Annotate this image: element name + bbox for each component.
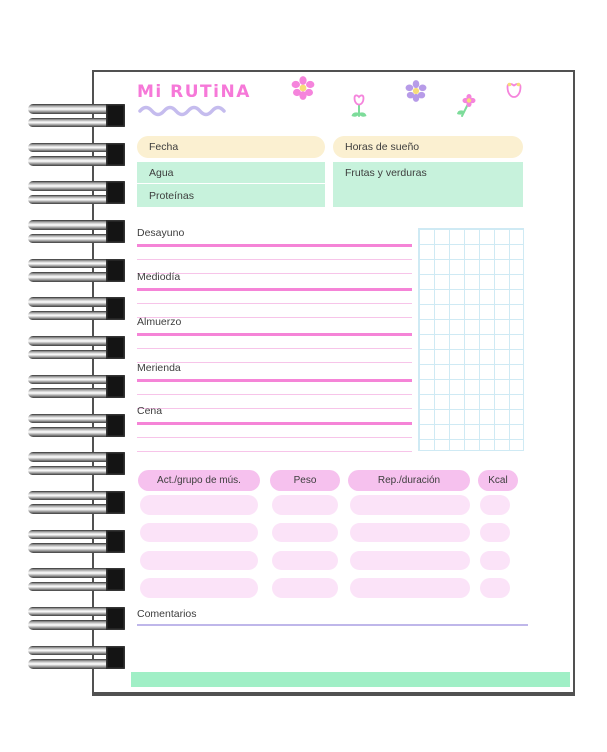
coil-anchor <box>106 259 125 282</box>
pink-daisy-icon <box>291 76 315 100</box>
coil-wire-bottom <box>28 582 116 592</box>
pink-tulip-sprout-icon <box>350 93 368 119</box>
exercise-header-kcal: Kcal <box>478 470 518 491</box>
binding-coil <box>28 104 125 127</box>
fecha-field <box>137 136 325 158</box>
footer-bar <box>131 672 570 687</box>
coil-wire-bottom <box>28 272 116 282</box>
meal-writing-line <box>137 451 412 452</box>
binding-coil <box>28 607 125 630</box>
title-underline-wave-icon <box>137 105 229 117</box>
coil-anchor <box>106 104 125 127</box>
exercise-cell-kcal <box>480 495 510 515</box>
coil-wire-bottom <box>28 311 116 321</box>
meal-underline <box>137 244 412 247</box>
binding-coil <box>28 646 125 669</box>
binding-coil <box>28 491 125 514</box>
coil-wire-bottom <box>28 620 116 630</box>
coil-wire-top <box>28 491 116 501</box>
meal-section-mediodia <box>137 271 412 321</box>
coil-wire-bottom <box>28 195 116 205</box>
meal-section-desayuno <box>137 227 412 277</box>
exercise-cell-actividad <box>140 551 258 571</box>
coil-anchor <box>106 452 125 475</box>
coil-anchor <box>106 181 125 204</box>
binding-coil <box>28 414 125 437</box>
coil-wire-bottom <box>28 466 116 476</box>
coil-wire-bottom <box>28 388 116 398</box>
coil-wire-top <box>28 568 116 578</box>
exercise-cell-peso <box>272 578 338 598</box>
exercise-cell-repeticiones <box>350 578 470 598</box>
exercise-header-peso: Peso <box>270 470 340 491</box>
exercise-cell-peso <box>272 551 338 571</box>
notes-grid <box>418 228 524 451</box>
meal-underline <box>137 333 412 336</box>
exercise-cell-actividad <box>140 578 258 598</box>
meal-writing-line <box>137 394 412 395</box>
coil-wire-top <box>28 530 116 540</box>
agua-label: Agua <box>149 167 174 179</box>
coil-anchor <box>106 607 125 630</box>
meal-writing-line <box>137 303 412 304</box>
horas-sueno-field <box>333 136 523 158</box>
agua-proteinas-box <box>137 162 325 207</box>
notebook-page <box>92 70 575 696</box>
binding-coil <box>28 259 125 282</box>
coil-wire-bottom <box>28 118 116 128</box>
fecha-label: Fecha <box>149 141 179 153</box>
exercise-cell-kcal <box>480 523 510 543</box>
binding-coil <box>28 568 125 591</box>
coil-wire-bottom <box>28 350 116 360</box>
pink-tulip-icon <box>504 81 524 100</box>
exercise-table-rows <box>138 495 528 605</box>
coil-wire-bottom <box>28 543 116 553</box>
meal-label: Almuerzo <box>137 316 182 328</box>
coil-anchor <box>106 646 125 669</box>
meal-label: Desayuno <box>137 227 185 239</box>
exercise-header-actividad: Act./grupo de mús. <box>138 470 260 491</box>
coil-wire-top <box>28 607 116 617</box>
coil-wire-top <box>28 452 116 462</box>
coil-anchor <box>106 220 125 243</box>
exercise-cell-kcal <box>480 578 510 598</box>
exercise-row <box>138 578 528 598</box>
coil-wire-top <box>28 646 116 656</box>
coil-wire-bottom <box>28 156 116 166</box>
binding-coil <box>28 143 125 166</box>
spiral-binding <box>28 104 125 669</box>
exercise-cell-actividad <box>140 495 258 515</box>
coil-anchor <box>106 568 125 591</box>
comentarios-label: Comentarios <box>137 608 197 620</box>
coil-anchor <box>106 336 125 359</box>
coil-wire-bottom <box>28 234 116 244</box>
coil-anchor <box>106 297 125 320</box>
coil-wire-bottom <box>28 427 116 437</box>
meal-writing-line <box>137 348 412 349</box>
exercise-row <box>138 495 528 515</box>
frutas-verduras-label: Frutas y verduras <box>345 167 427 179</box>
coil-wire-top <box>28 104 116 114</box>
meal-underline <box>137 288 412 291</box>
coil-wire-top <box>28 143 116 153</box>
coil-wire-top <box>28 297 116 307</box>
coil-wire-bottom <box>28 659 116 669</box>
meal-label: Merienda <box>137 362 181 374</box>
exercise-cell-repeticiones <box>350 523 470 543</box>
page-title: Mi RUTiNA <box>137 82 251 102</box>
meal-section-almuerzo <box>137 316 412 366</box>
exercise-cell-repeticiones <box>350 551 470 571</box>
proteinas-field <box>137 185 325 207</box>
coil-anchor <box>106 414 125 437</box>
coil-wire-top <box>28 336 116 346</box>
coil-wire-bottom <box>28 504 116 514</box>
coil-wire-top <box>28 220 116 230</box>
exercise-row <box>138 523 528 543</box>
meal-underline <box>137 422 412 425</box>
exercise-header-repeticiones: Rep./duración <box>348 470 470 491</box>
binding-coil <box>28 530 125 553</box>
proteinas-label: Proteínas <box>149 190 194 202</box>
binding-coil <box>28 375 125 398</box>
horas-sueno-label: Horas de sueño <box>345 141 420 153</box>
coil-anchor <box>106 530 125 553</box>
binding-coil <box>28 297 125 320</box>
binding-coil <box>28 452 125 475</box>
meal-label: Mediodía <box>137 271 181 283</box>
exercise-cell-peso <box>272 523 338 543</box>
coil-wire-top <box>28 375 116 385</box>
meal-label: Cena <box>137 405 163 417</box>
coil-wire-top <box>28 181 116 191</box>
coil-anchor <box>106 375 125 398</box>
exercise-row <box>138 551 528 571</box>
exercise-cell-actividad <box>140 523 258 543</box>
agua-field <box>137 162 325 184</box>
binding-coil <box>28 181 125 204</box>
exercise-cell-peso <box>272 495 338 515</box>
binding-coil <box>28 220 125 243</box>
exercise-cell-kcal <box>480 551 510 571</box>
coil-anchor <box>106 491 125 514</box>
coil-anchor <box>106 143 125 166</box>
meal-writing-line <box>137 259 412 260</box>
exercise-cell-repeticiones <box>350 495 470 515</box>
purple-daisy-icon <box>405 80 427 102</box>
meal-underline <box>137 379 412 382</box>
coil-wire-top <box>28 259 116 269</box>
comentarios-underline <box>137 624 528 626</box>
frutas-verduras-field <box>333 162 523 207</box>
meal-writing-line <box>137 437 412 438</box>
coil-wire-top <box>28 414 116 424</box>
binding-coil <box>28 336 125 359</box>
meal-section-cena <box>137 405 412 455</box>
pink-sprout-flower-icon <box>456 94 476 119</box>
